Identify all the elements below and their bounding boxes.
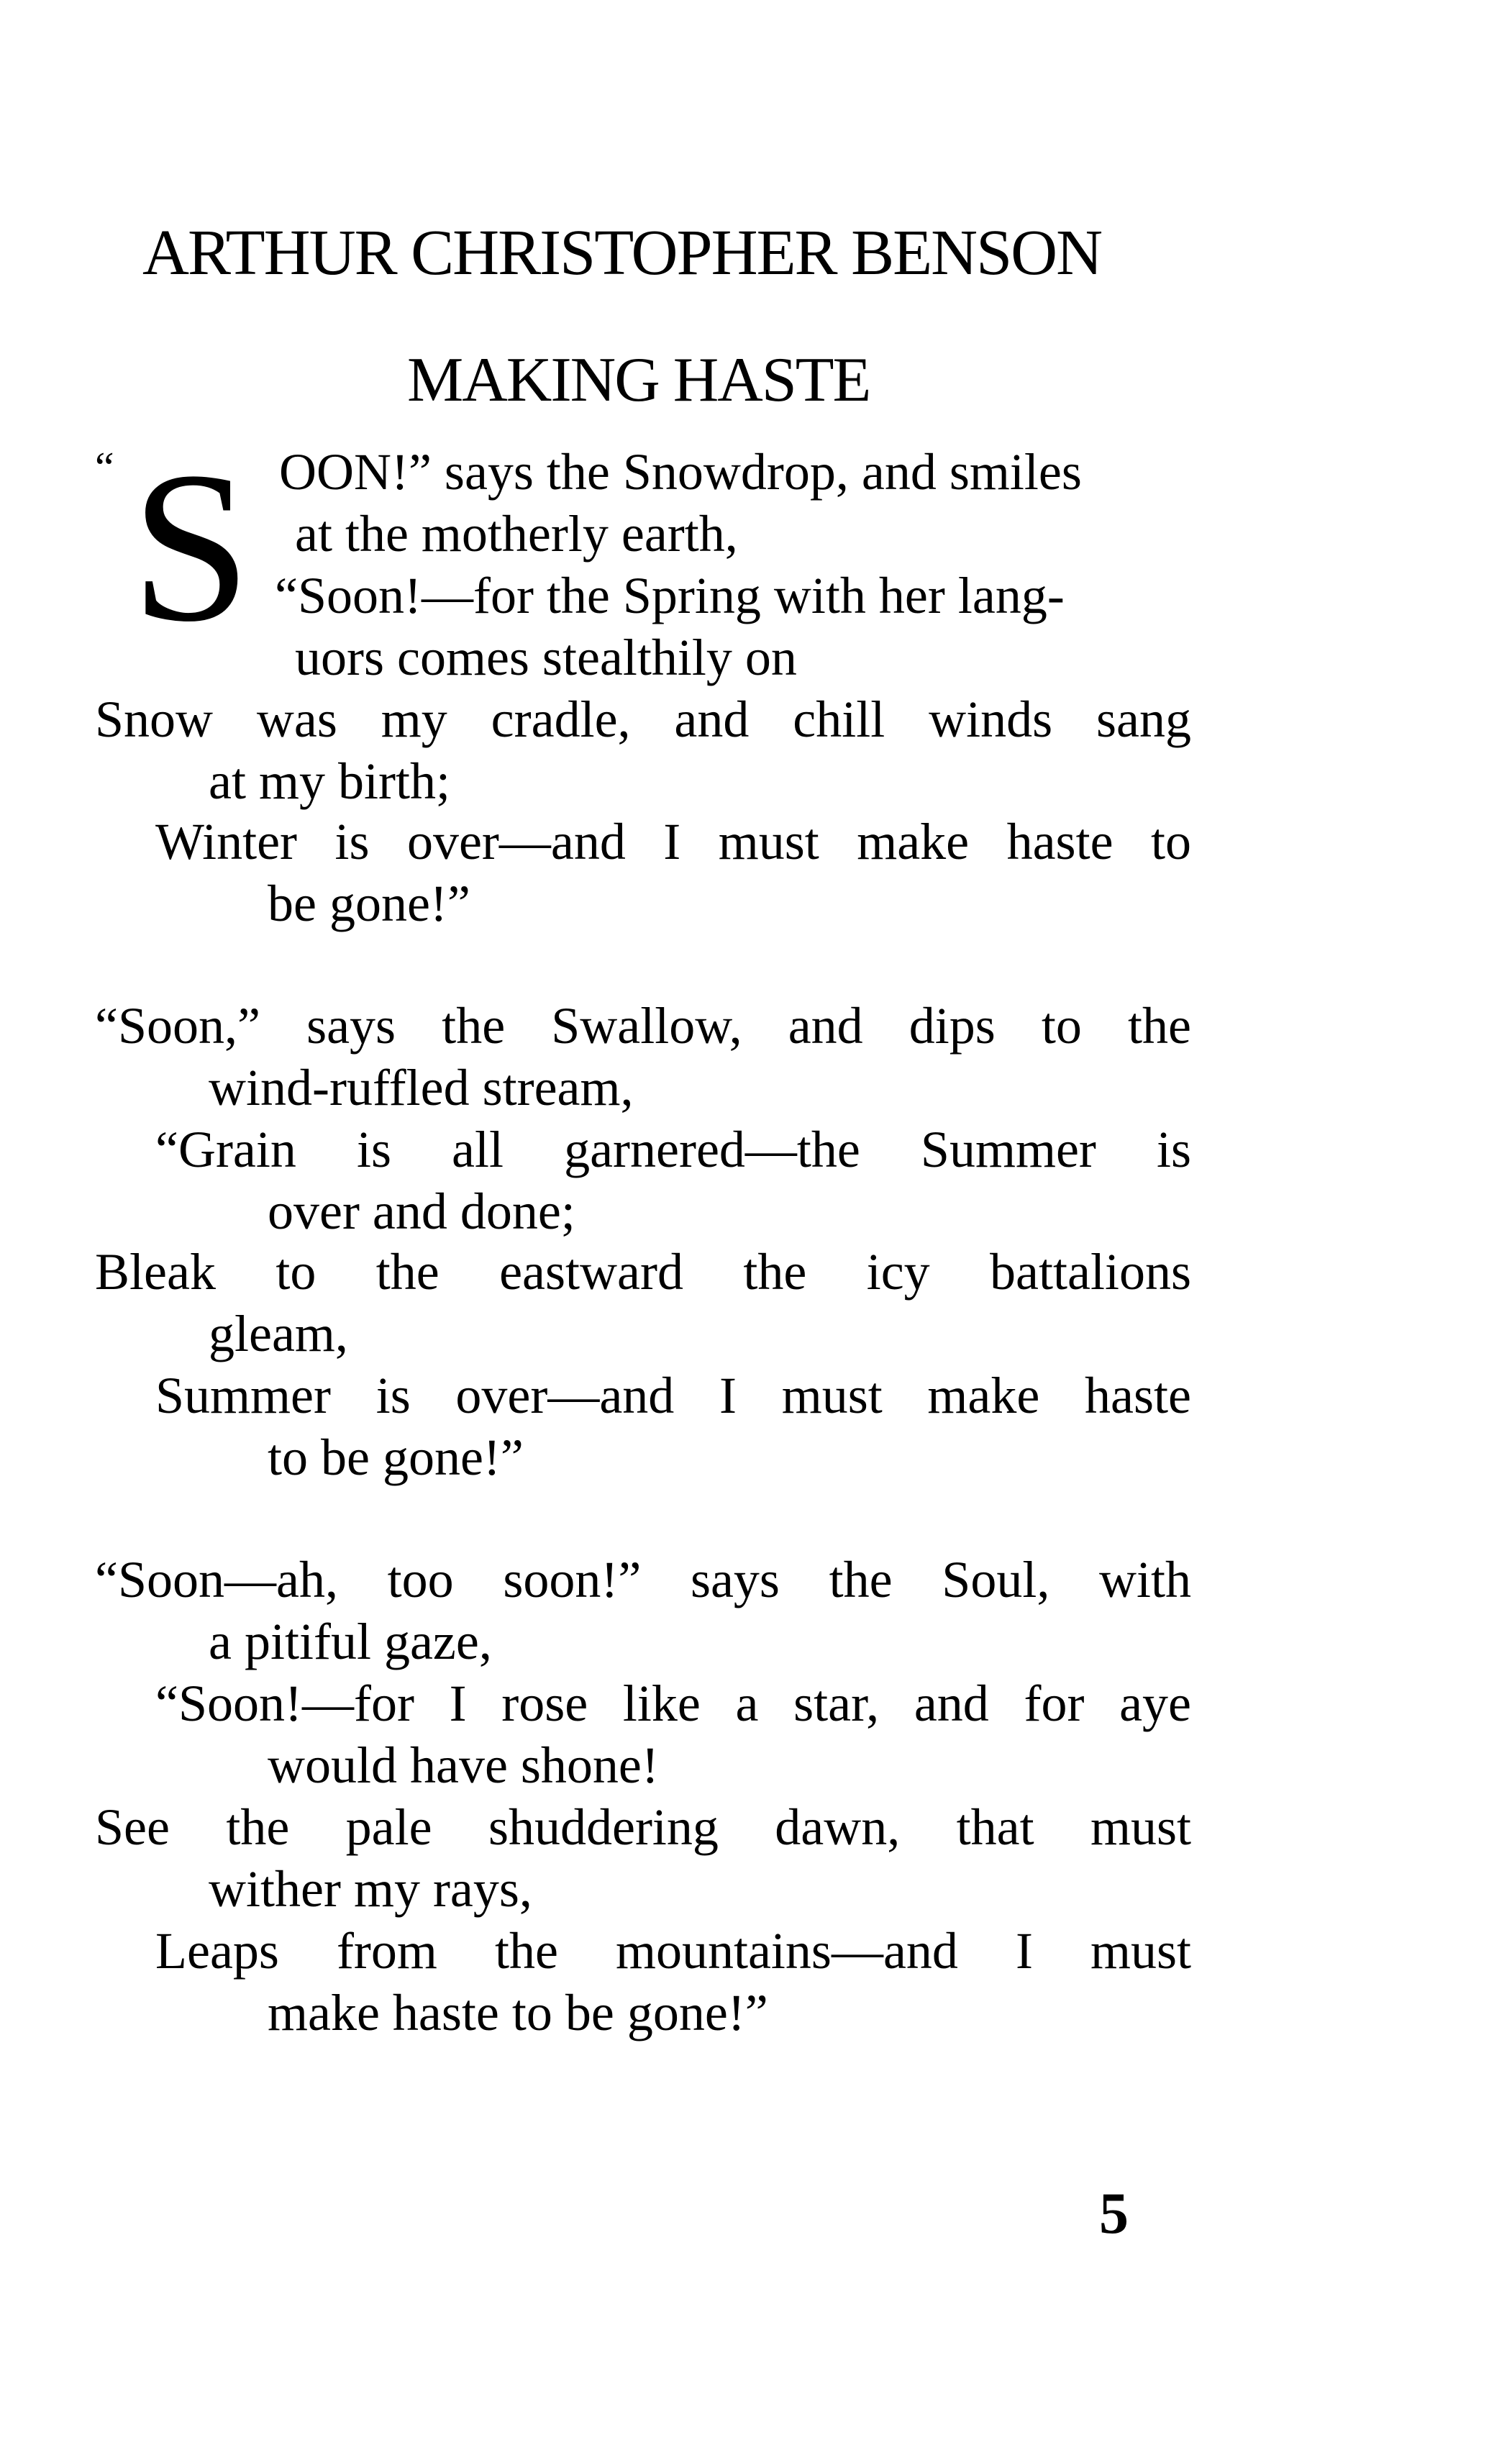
- poem-line: See the pale shuddering dawn, that must: [95, 1798, 1191, 1856]
- poem-line: “Soon,” says the Swallow, and dips to the: [95, 997, 1191, 1055]
- poem-line: Summer is over—and I must make haste: [155, 1367, 1191, 1424]
- poem-line: a pitiful gaze,: [209, 1613, 492, 1670]
- drop-cap: S: [131, 427, 251, 666]
- poem-line: “Grain is all garnered—the Summer is: [155, 1121, 1191, 1178]
- poem-line: “Soon!—for the Spring with her lang-: [275, 567, 1065, 624]
- poem-line: be gone!”: [268, 875, 470, 932]
- poem-line: over and done;: [268, 1183, 575, 1240]
- poem-line: wither my rays,: [209, 1860, 532, 1918]
- author-heading: ARTHUR CHRISTOPHER BENSON: [142, 217, 1102, 288]
- poem-line: would have shone!: [268, 1736, 659, 1794]
- poem-line: at the motherly earth,: [295, 505, 738, 563]
- poem-line: “Soon!—for I rose like a star, and for aye: [155, 1675, 1191, 1732]
- poem-line: Bleak to the eastward the icy battalions: [95, 1243, 1191, 1301]
- poem-line: gleam,: [209, 1305, 348, 1362]
- poem-title: MAKING HASTE: [407, 345, 870, 415]
- poem-line: at my birth;: [209, 752, 450, 810]
- poem-line: “Soon—ah, too soon!” says the Soul, with: [95, 1551, 1191, 1608]
- poem-line: Snow was my cradle, and chill winds sang: [95, 691, 1191, 748]
- poem-line: Winter is over—and I must make haste to: [155, 813, 1191, 870]
- poem-line: Leaps from the mountains—and I must: [155, 1922, 1191, 1980]
- page-number: 5: [1099, 2180, 1129, 2246]
- poem-line: uors comes stealthily on: [295, 629, 797, 686]
- poem-line: wind-ruffled stream,: [209, 1059, 634, 1116]
- opening-quote: “: [95, 444, 114, 491]
- poem-line: OON!” says the Snowdrop, and smiles: [279, 443, 1082, 501]
- poem-line: make haste to be gone!”: [268, 1984, 768, 2041]
- poem-line: to be gone!”: [268, 1429, 524, 1486]
